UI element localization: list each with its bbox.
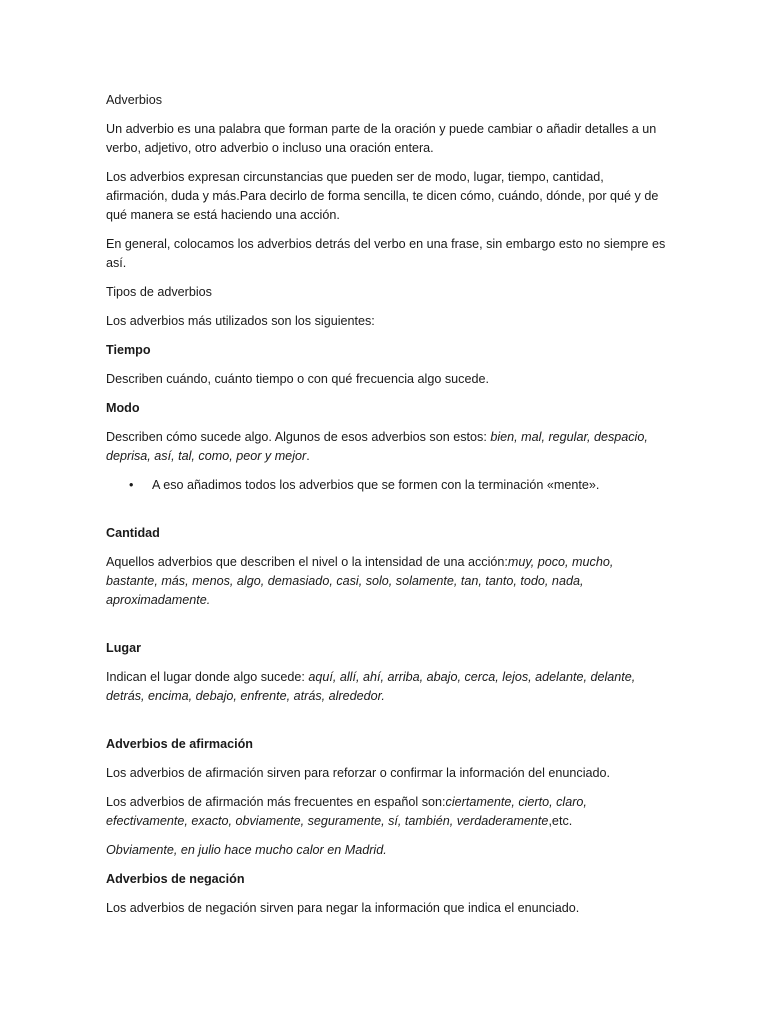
modo-text-prefix: Describen cómo sucede algo. Algunos de esos adverbios son estos: — [106, 430, 491, 444]
afirmacion-paragraph-1: Los adverbios de afirmación sirven para reforzar o confirmar la información del enunciado. — [106, 766, 611, 780]
lugar-heading: Lugar — [106, 641, 141, 655]
afirmacion-example-sentence: Obviamente, en julio hace mucho calor en Madrid. — [106, 843, 387, 857]
negacion-paragraph: Los adverbios de negación sirven para negar la información que indica el enunciado. — [106, 901, 580, 915]
cantidad-text-prefix: Aquellos adverbios que describen el nivel o la intensidad de una acción: — [106, 555, 508, 569]
bullet-icon: • — [129, 478, 134, 492]
lugar-text-prefix: Indican el lugar donde algo sucede: — [106, 670, 309, 684]
lugar-paragraph — [106, 668, 666, 706]
modo-paragraph — [106, 428, 666, 466]
modo-examples: bien, mal, regular, despacio, deprisa, así, tal, como, peor y mejor — [106, 430, 648, 463]
negacion-heading: Adverbios de negación — [106, 872, 245, 886]
tiempo-paragraph: Describen cuándo, cuánto tiempo o con qué frecuencia algo sucede. — [106, 372, 489, 386]
cantidad-examples: muy, poco, mucho, bastante, más, menos, algo, demasiado, casi, solo, solamente, tan, tanto, todo, nada, aproximadamente. — [106, 555, 614, 607]
intro-paragraph: Un adverbio es una palabra que forman parte de la oración y puede cambiar o añadir detalles a un verbo, adjetivo, otro adverbio o incluso una oración entera. — [106, 122, 657, 155]
modo-bullet-text: A eso añadimos todos los adverbios que se formen con la terminación «mente». — [152, 478, 600, 492]
afirmacion-text-suffix: ,etc. — [548, 814, 573, 828]
modo-bullet-list — [106, 476, 666, 495]
document-title: Adverbios — [106, 93, 163, 107]
tiempo-heading: Tiempo — [106, 343, 151, 357]
list-item — [106, 476, 666, 495]
afirmacion-examples: ciertamente, cierto, claro, efectivamente, exacto, obviamente, seguramente, sí, también, verdaderamente — [106, 795, 587, 828]
types-title: Tipos de adverbios — [106, 285, 212, 299]
modo-text-suffix: . — [306, 449, 310, 463]
placement-paragraph: En general, colocamos los adverbios detrás del verbo en una frase, sin embargo esto no siempre es así. — [106, 237, 666, 270]
afirmacion-text-prefix: Los adverbios de afirmación más frecuentes en español son: — [106, 795, 446, 809]
lugar-examples: aquí, allí, ahí, arriba, abajo, cerca, lejos, adelante, delante, detrás, encima, debajo, enfrente, atrás, alrededor. — [106, 670, 636, 703]
cantidad-heading: Cantidad — [106, 526, 160, 540]
types-intro: Los adverbios más utilizados son los siguientes: — [106, 314, 375, 328]
document-page — [106, 91, 666, 928]
cantidad-paragraph — [106, 553, 666, 610]
afirmacion-heading: Adverbios de afirmación — [106, 737, 253, 751]
afirmacion-paragraph-2 — [106, 793, 666, 831]
circumstances-paragraph: Los adverbios expresan circunstancias que pueden ser de modo, lugar, tiempo, cantidad, afirmación, duda y más.Para decirlo de forma sencilla, te dicen cómo, cuándo, dónde, por qué y de qué manera se está haciendo una acción. — [106, 170, 659, 222]
modo-heading: Modo — [106, 401, 140, 415]
